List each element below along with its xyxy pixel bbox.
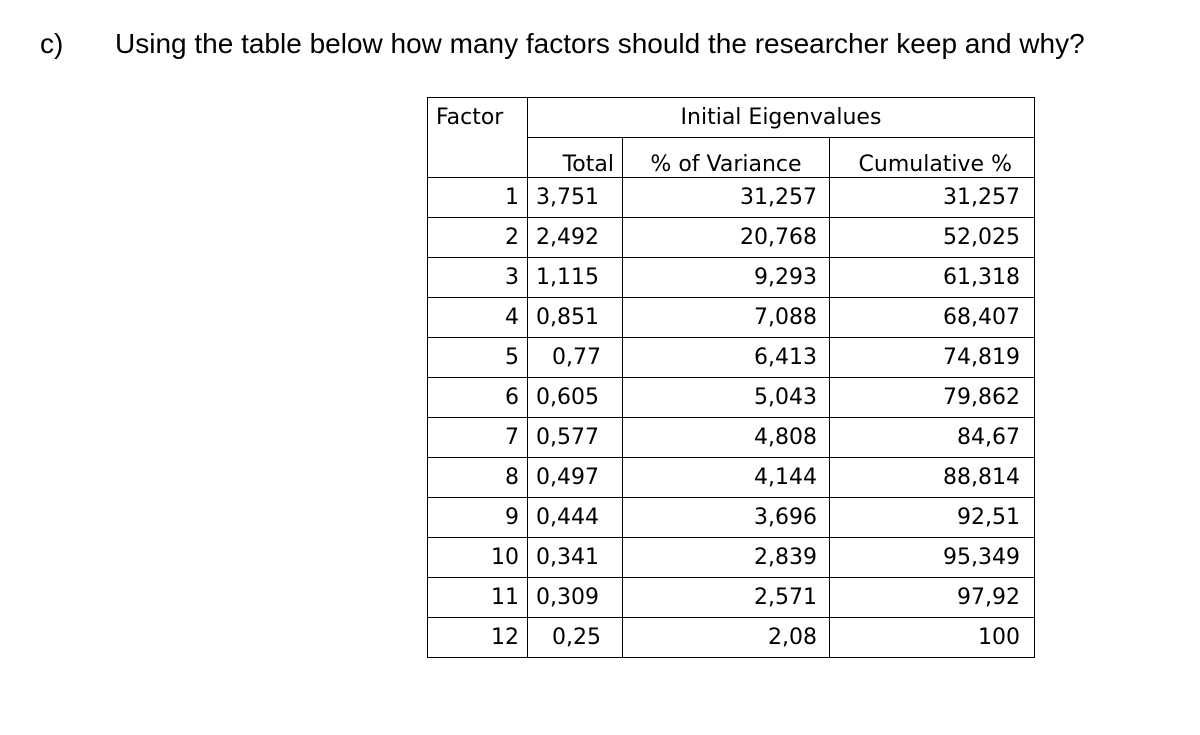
factor-cell: 7: [428, 418, 528, 458]
cumulative-cell: 52,025: [830, 218, 1035, 258]
cumulative-cell: 100: [830, 618, 1035, 658]
cumulative-cell: 74,819: [830, 338, 1035, 378]
table-row: [428, 298, 1035, 338]
cumulative-cell: 95,349: [830, 538, 1035, 578]
table-body: [428, 178, 1035, 658]
table-row: [428, 458, 1035, 498]
total-cell: 2,492: [528, 218, 623, 258]
initial-eigenvalues-header: Initial Eigenvalues: [528, 98, 1035, 138]
table-row: [428, 418, 1035, 458]
total-cell: 3,751: [528, 178, 623, 218]
factor-cell: 4: [428, 298, 528, 338]
cumulative-cell: 84,67: [830, 418, 1035, 458]
total-cell: 1,115: [528, 258, 623, 298]
cumulative-cell: 68,407: [830, 298, 1035, 338]
factor-header: Factor: [428, 98, 528, 138]
variance-cell: 4,144: [623, 458, 830, 498]
factor-cell: 5: [428, 338, 528, 378]
total-cell: 0,444: [528, 498, 623, 538]
total-cell: 0,851: [528, 298, 623, 338]
total-cell: 0,341: [528, 538, 623, 578]
table-row: [428, 618, 1035, 658]
question-heading: [40, 28, 1085, 60]
question-label: c): [40, 28, 64, 59]
total-cell: 0,605: [528, 378, 623, 418]
factor-cell: 9: [428, 498, 528, 538]
factor-cell: 1: [428, 178, 528, 218]
total-cell: 0,497: [528, 458, 623, 498]
cumulative-cell: 31,257: [830, 178, 1035, 218]
table-header-row: [428, 98, 1035, 138]
variance-cell: 31,257: [623, 178, 830, 218]
variance-cell: 2,571: [623, 578, 830, 618]
factor-cell: 8: [428, 458, 528, 498]
question-text: Using the table below how many factors should the researcher keep and why?: [115, 28, 1085, 59]
empty-header-cell: [428, 138, 528, 178]
variance-cell: 9,293: [623, 258, 830, 298]
variance-cell: 7,088: [623, 298, 830, 338]
table-row: [428, 538, 1035, 578]
table-row: [428, 338, 1035, 378]
factor-cell: 3: [428, 258, 528, 298]
table-row: [428, 578, 1035, 618]
variance-cell: 5,043: [623, 378, 830, 418]
variance-cell: 2,08: [623, 618, 830, 658]
variance-cell: 4,808: [623, 418, 830, 458]
total-cell: 0,309: [528, 578, 623, 618]
cumulative-cell: 79,862: [830, 378, 1035, 418]
total-column-header: Total: [528, 138, 623, 178]
variance-cell: 3,696: [623, 498, 830, 538]
factor-cell: 2: [428, 218, 528, 258]
total-cell: 0,25: [528, 618, 623, 658]
cumulative-cell: 92,51: [830, 498, 1035, 538]
variance-cell: 20,768: [623, 218, 830, 258]
factor-cell: 10: [428, 538, 528, 578]
table-row: [428, 378, 1035, 418]
table-row: [428, 498, 1035, 538]
table-row: [428, 218, 1035, 258]
table-row: [428, 178, 1035, 218]
cumulative-column-header: Cumulative %: [830, 138, 1035, 178]
total-cell: 0,577: [528, 418, 623, 458]
factor-cell: 6: [428, 378, 528, 418]
variance-cell: 2,839: [623, 538, 830, 578]
factor-cell: 11: [428, 578, 528, 618]
column-header-row: [428, 138, 1035, 178]
factor-cell: 12: [428, 618, 528, 658]
cumulative-cell: 97,92: [830, 578, 1035, 618]
table-row: [428, 258, 1035, 298]
cumulative-cell: 88,814: [830, 458, 1035, 498]
cumulative-cell: 61,318: [830, 258, 1035, 298]
eigenvalues-table: [427, 97, 1035, 658]
total-cell: 0,77: [528, 338, 623, 378]
variance-cell: 6,413: [623, 338, 830, 378]
variance-column-header: % of Variance: [623, 138, 830, 178]
